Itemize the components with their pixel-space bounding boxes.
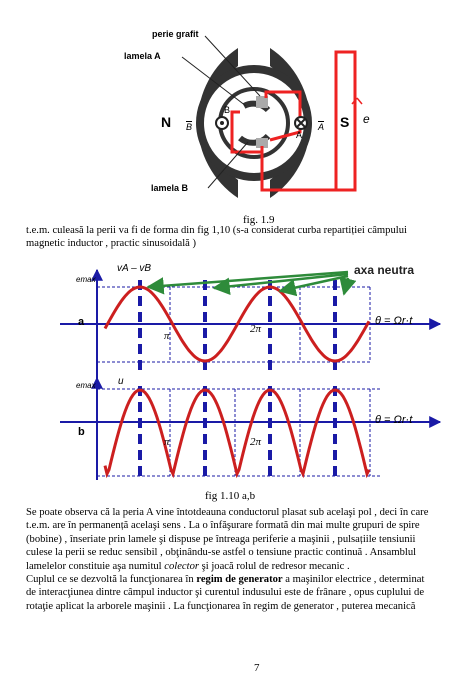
wave-b-rectified [105, 390, 369, 474]
label-row-a: a [78, 316, 85, 328]
text-line: rotaţie aplicat la arborele maşinii . La funcţionarea în regim de generator , puterea mecanică [26, 600, 416, 612]
text-line: Se poate observa că la peria A vine întotdeauna conductorul plasat sub acelaşi pol , deci în care [26, 507, 429, 518]
label-va-vb: vA – vB [117, 263, 152, 274]
label-emax-a: emax [76, 275, 96, 284]
intro-line: magnetic inductor , practic sinusoidală ) [26, 238, 197, 250]
label-theta-a: θ = Ωr·t [375, 315, 413, 327]
label-pi-a: π [164, 330, 170, 342]
caption-fig-1-9: fig. 1.9 [243, 214, 275, 226]
label-u: u [118, 376, 124, 387]
label-b-small: B [224, 105, 231, 115]
label-a-large: $\overline{A}$ [318, 122, 325, 132]
label-perie-grafit: perie grafit [152, 29, 199, 39]
label-pole-s: S [340, 114, 350, 130]
text-line: culese la perii se reduc sensibil , obţinându-se astfel o tensiune practic continuă . Ansamblul [26, 547, 417, 559]
text-line: Cuplul ce se dezvoltă la funcţionarea în regim de generator a maşinilor electrice , determinat [26, 574, 425, 586]
text-line: de interacţiunea dintre câmpul inductor şi curentul indusului este de frânare , opus cuplului de [26, 587, 425, 599]
label-emax-b: emax [76, 381, 96, 390]
page-number: 7 [254, 662, 260, 674]
label-2pi-b: 2π [250, 436, 262, 448]
label-pi-b: π [164, 436, 170, 448]
label-theta-b: θ = Ωr·t [375, 414, 413, 426]
intro-line: t.e.m. culeasă la perii va fi de forma din fig 1,10 (s-a considerat curba repartiției câmpului [26, 225, 407, 236]
label-a-small: A [296, 130, 303, 140]
label-row-b: b [78, 426, 85, 438]
caption-fig-1-10: fig 1.10 a,b [205, 490, 256, 502]
text-line: (bobine) , înseriate prin lamele şi dispuse pe întreaga periferie a maşinii , pulsațiile tensiunii [26, 533, 416, 545]
label-axa-neutra: axa neutra [354, 263, 415, 277]
label-b-large: $\overline{B}$ [186, 122, 193, 132]
text-line: t.e.m. are în permanență acelaşi sens . La o înfăşurare formată din mai multe grupuri de spire [26, 520, 420, 532]
text-line: lamelelor constituie aşa numitul colector şi joacă rolul de redresor mecanic . [26, 560, 350, 572]
body-text [26, 506, 466, 613]
label-e: e [363, 112, 370, 126]
label-2pi-a: 2π [250, 323, 262, 335]
label-lamela-b: lamela B [151, 183, 189, 193]
label-lamela-a: lamela A [124, 51, 161, 61]
label-pole-n: N [161, 114, 172, 130]
